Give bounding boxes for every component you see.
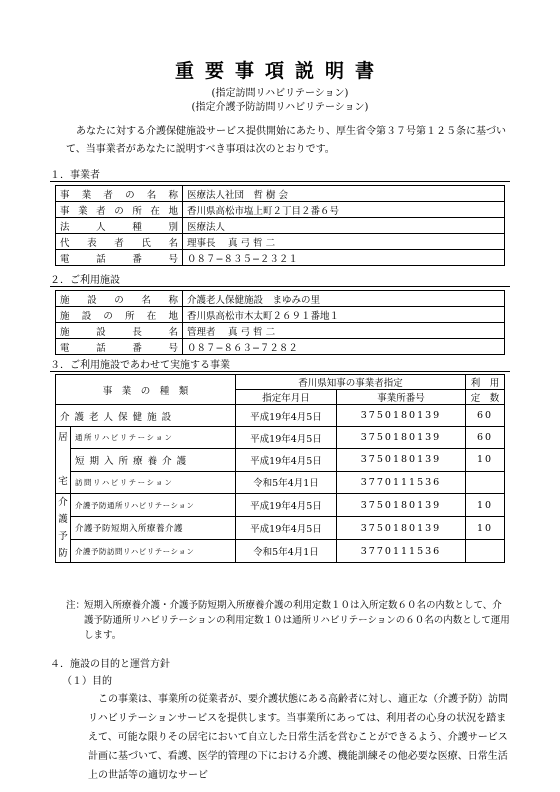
intro-paragraph: あなたに対する介護保健施設サービス提供開始にあたり、厚生省令第３７号第１２５条に基づいて、当事業者があなたに説明すべき事項は次のとおりです。	[66, 126, 506, 155]
table-row	[56, 202, 505, 218]
page-title: 重要事項説明書	[174, 60, 385, 82]
service-kind: 訪問リハビリテーション	[71, 471, 236, 493]
row-label: 事業者の所在地	[56, 202, 183, 218]
row-value: 香川県高松市塩上町２丁目２番６号	[183, 202, 505, 218]
subtitle-1: (指定訪問リハビリテーション)	[211, 88, 349, 99]
service-date: 平成19年4月5日	[236, 494, 337, 517]
table-note	[66, 598, 510, 643]
table-row	[56, 427, 505, 449]
service-cap	[466, 540, 505, 563]
row-label: 施設の名称	[56, 291, 183, 307]
col-pref-header: 香川県知事の事業者指定	[236, 375, 466, 390]
service-date: 平成19年4月5日	[236, 517, 337, 540]
row-label: 施設長名	[56, 323, 183, 339]
service-no: 3750180139	[337, 449, 466, 471]
service-no: 3750180139	[337, 427, 466, 449]
row-value: ０８７−８６３−７２８２	[183, 339, 505, 355]
row-label: 事業者の名称	[56, 186, 183, 202]
col-kind-header: 事 業 の 種 類	[56, 375, 236, 405]
col-no-header: 事業所番号	[337, 390, 466, 405]
table-row	[56, 186, 505, 202]
section-2-rule	[50, 286, 510, 287]
service-no: 3770111536	[337, 471, 466, 493]
service-date: 平成19年4月5日	[236, 405, 337, 427]
section-1-heading: １．事業者	[50, 170, 100, 181]
row-value: 医療法人社団 哲 樹 会	[183, 186, 505, 202]
subtitle-2: (指定介護予防訪問リハビリテーション)	[191, 102, 369, 113]
service-no: 3770111536	[337, 540, 466, 563]
table-row	[56, 234, 505, 250]
section-3-heading: ３．ご利用施設であわせて実施する事業	[50, 360, 230, 371]
service-kind: 短 期 入 所 療 養 介 護	[71, 449, 236, 471]
table-row	[56, 307, 505, 323]
col-cap-header-2: 定 数	[466, 390, 505, 405]
row-label: 代表者氏名	[56, 234, 183, 250]
services-table	[55, 374, 505, 563]
side-label-kyotaku: 居 宅	[56, 427, 71, 494]
service-cap: 60	[466, 405, 505, 427]
table-row	[56, 250, 505, 266]
col-cap-header-1: 利 用	[466, 375, 505, 390]
row-value: 理事長 真 弓 哲 二	[183, 234, 505, 250]
operator-table	[55, 185, 505, 266]
service-kind: 通所リハビリテーション	[71, 427, 236, 449]
table-row	[56, 449, 505, 471]
service-cap: 10	[466, 494, 505, 517]
section-4-subheading: （１）目的	[62, 676, 112, 687]
row-value: ０８７−８３５−２３２１	[183, 250, 505, 266]
table-row	[56, 291, 505, 307]
purpose-paragraph: この事業は、事業所の従業者が、要介護状態にある高齢者に対し、適正な（介護予防）訪問リハビリテーションサービスを提供します。当事業所にあっては、利用者の心身の状況を踏まえて、可能な限りその居宅において自立した日常生活を営むことができるよう、介護サービス計画に基づいて、看護、医学的管理の下における介護、機能訓練その他必要な医療、日常生活上の世話等の適切なサービ	[88, 694, 508, 781]
header-row	[56, 375, 505, 390]
service-no: 3750180139	[337, 494, 466, 517]
service-no: 3750180139	[337, 517, 466, 540]
table-row	[56, 494, 505, 517]
service-kind: 介 護 老 人 保 健 施 設	[56, 405, 236, 427]
section-1-rule	[50, 181, 510, 182]
section-4-heading: ４．施設の目的と運営方針	[50, 659, 170, 670]
facility-table	[55, 290, 505, 355]
service-no: 3750180139	[337, 405, 466, 427]
service-kind: 介護予防通所リハビリテーション	[71, 494, 236, 517]
row-label: 電話番号	[56, 339, 183, 355]
service-date: 平成19年4月5日	[236, 449, 337, 471]
table-row	[56, 339, 505, 355]
note-prefix: 注：	[66, 600, 86, 611]
side-label-yobou: 介 護 予 防	[56, 494, 71, 563]
row-value: 管理者 真 弓 哲 二	[183, 323, 505, 339]
table-row	[56, 517, 505, 540]
row-label: 電話番号	[56, 250, 183, 266]
service-date: 令和5年4月1日	[236, 471, 337, 493]
service-kind: 介護予防訪問リハビリテーション	[71, 540, 236, 563]
service-date: 令和5年4月1日	[236, 540, 337, 563]
row-label: 施設の所在地	[56, 307, 183, 323]
row-value: 医療法人	[183, 218, 505, 234]
service-cap: 60	[466, 427, 505, 449]
table-row	[56, 540, 505, 563]
service-date: 平成19年4月5日	[236, 427, 337, 449]
table-row	[56, 218, 505, 234]
service-cap: 10	[466, 517, 505, 540]
row-value: 介護老人保健施設 まゆみの里	[183, 291, 505, 307]
table-row	[56, 405, 505, 427]
col-date-header: 指定年月日	[236, 390, 337, 405]
note-body: 短期入所療養介護・介護予防短期入所療養介護の利用定数１０は入所定数６０名の内数として、介護予防通所リハビリテーションの利用定数１０は通所リハビリテーションの６０名の内数として運用します。	[84, 600, 510, 641]
service-kind: 介護予防短期入所療養介護	[71, 517, 236, 540]
service-cap: 10	[466, 449, 505, 471]
row-value: 香川県高松市木太町２６９１番地１	[183, 307, 505, 323]
table-row	[56, 471, 505, 493]
row-label: 法人種別	[56, 218, 183, 234]
table-row	[56, 323, 505, 339]
service-cap	[466, 471, 505, 493]
section-2-heading: ２．ご利用施設	[50, 275, 120, 286]
section-3-rule	[50, 371, 510, 372]
